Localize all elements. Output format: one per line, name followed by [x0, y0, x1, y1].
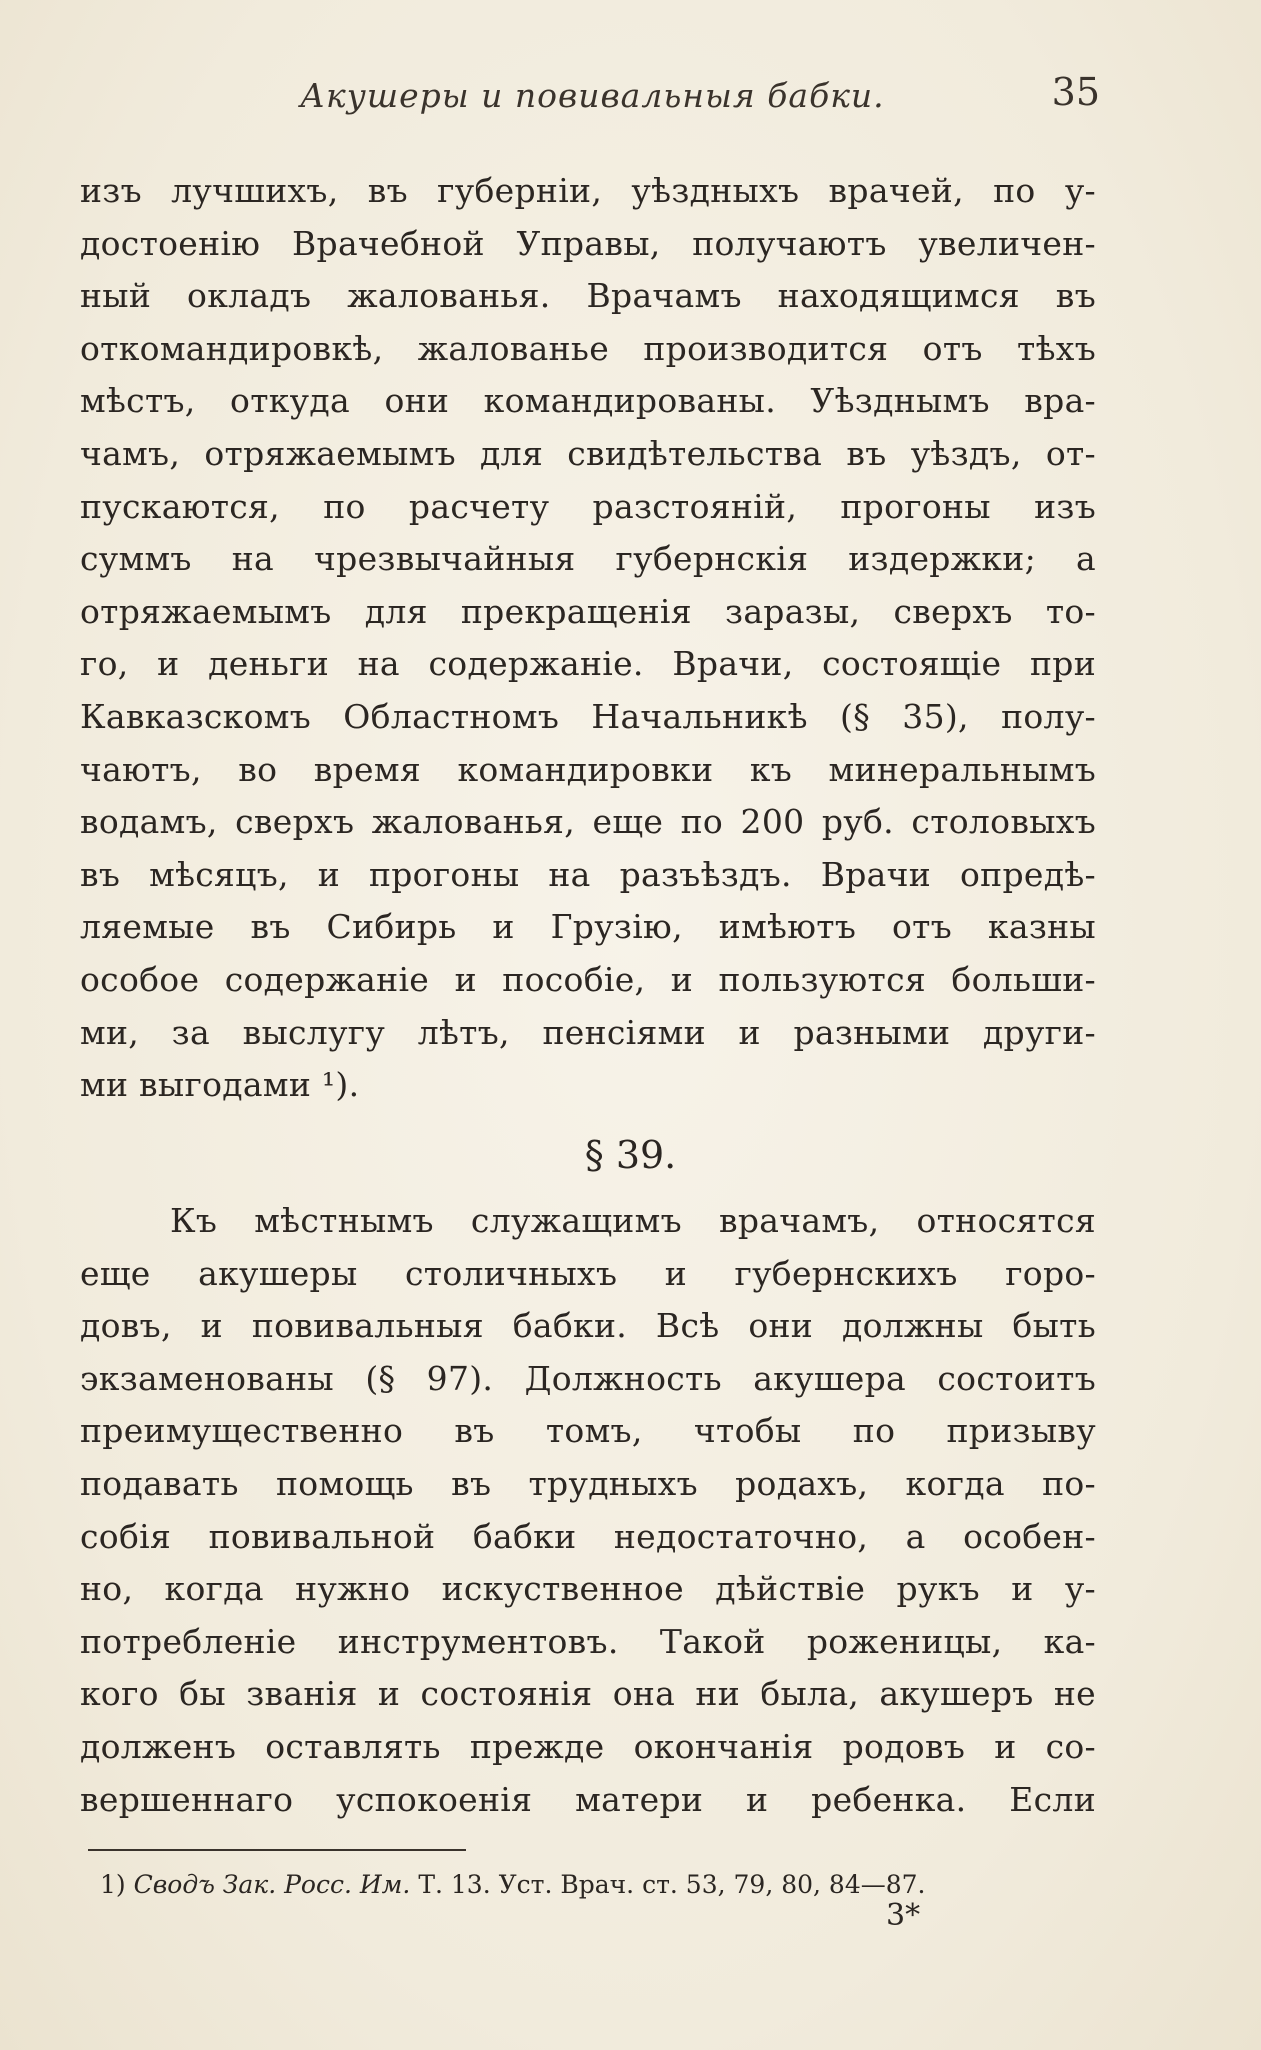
text-line: Къ мѣстнымъ служащимъ врачамъ, относятся	[170, 1201, 1096, 1240]
footnote-source: Сводъ Зак. Росс. Им.	[133, 1870, 411, 1899]
paragraph-2	[80, 1195, 1096, 1826]
page-header	[300, 70, 1100, 120]
text-line: ми выгодами ¹).	[80, 1065, 360, 1105]
text-line: собія повивальной бабки недостаточно, а особен-	[80, 1516, 1096, 1556]
text-line: ный окладъ жалованья. Врачамъ находящимся въ	[80, 276, 1096, 316]
footnote	[100, 1870, 1100, 1899]
text-line: суммъ на чрезвычайныя губернскія издержки; а	[80, 539, 1096, 579]
text-line: потребленіе инструментовъ. Такой роженицы, ка-	[80, 1621, 1096, 1661]
footnote-rule	[88, 1849, 466, 1851]
text-line: пускаются, по расчету разстояній, прогоны изъ	[80, 486, 1096, 526]
text-line: довъ, и повивальныя бабки. Всѣ они должны быть	[80, 1306, 1096, 1346]
text-line: вершеннаго успокоенія матери и ребенка. Если	[80, 1779, 1096, 1819]
text-line: изъ лучшихъ, въ губерніи, уѣздныхъ врачей, по у-	[80, 171, 1096, 210]
text-line: чамъ, отряжаемымъ для свидѣтельства въ уѣздъ, от-	[80, 433, 1096, 473]
paragraph-1	[80, 165, 1096, 1112]
signature-mark: 3*	[886, 1898, 921, 1933]
text-line: долженъ оставлять прежде окончанія родовъ и со-	[80, 1726, 1096, 1766]
text-line: экзаменованы (§ 97). Должность акушера состоитъ	[80, 1358, 1096, 1398]
text-line: достоенію Врачебной Управы, получаютъ увеличен-	[80, 223, 1096, 263]
text-line: откомандировкѣ, жалованье производится отъ тѣхъ	[80, 328, 1096, 368]
text-line: ляемые въ Сибирь и Грузію, имѣютъ отъ казны	[80, 907, 1096, 947]
text-line: водамъ, сверхъ жалованья, еще по 200 руб. столовыхъ	[80, 802, 1096, 842]
text-line: еще акушеры столичныхъ и губернскихъ горо-	[80, 1253, 1096, 1293]
text-line: кого бы званія и состоянія она ни была, акушеръ не	[80, 1674, 1096, 1714]
running-head: Акушеры и повивальныя бабки.	[300, 76, 885, 115]
text-line: подавать помощь въ трудныхъ родахъ, когда по-	[80, 1463, 1096, 1503]
section-heading: § 39.	[584, 1133, 677, 1177]
page-number: 35	[1051, 70, 1100, 114]
text-line: ми, за выслугу лѣтъ, пенсіями и разными други-	[80, 1012, 1096, 1052]
text-line: въ мѣсяцъ, и прогоны на разъѣздъ. Врачи опредѣ-	[80, 854, 1096, 894]
text-line: но, когда нужно искуственное дѣйствіе рукъ и у-	[80, 1569, 1096, 1609]
text-line: особое содержаніе и пособіе, и пользуются больши-	[80, 959, 1096, 999]
text-line: Кавказскомъ Областномъ Начальникѣ (§ 35), полу-	[80, 696, 1096, 736]
text-line: преимущественно въ томъ, чтобы по призыву	[80, 1411, 1096, 1451]
text-line: чаютъ, во время командировки къ минеральнымъ	[80, 749, 1096, 789]
footnote-reference: Т. 13. Уст. Врач. ст. 53, 79, 80, 84—87.	[418, 1870, 926, 1899]
footnote-marker: 1)	[100, 1870, 126, 1899]
text-line: го, и деньги на содержаніе. Врачи, состоящіе при	[80, 644, 1096, 684]
text-line: мѣстъ, откуда они командированы. Уѣзднымъ вра-	[80, 381, 1096, 421]
text-line: отряжаемымъ для прекращенія заразы, сверхъ то-	[80, 591, 1096, 631]
